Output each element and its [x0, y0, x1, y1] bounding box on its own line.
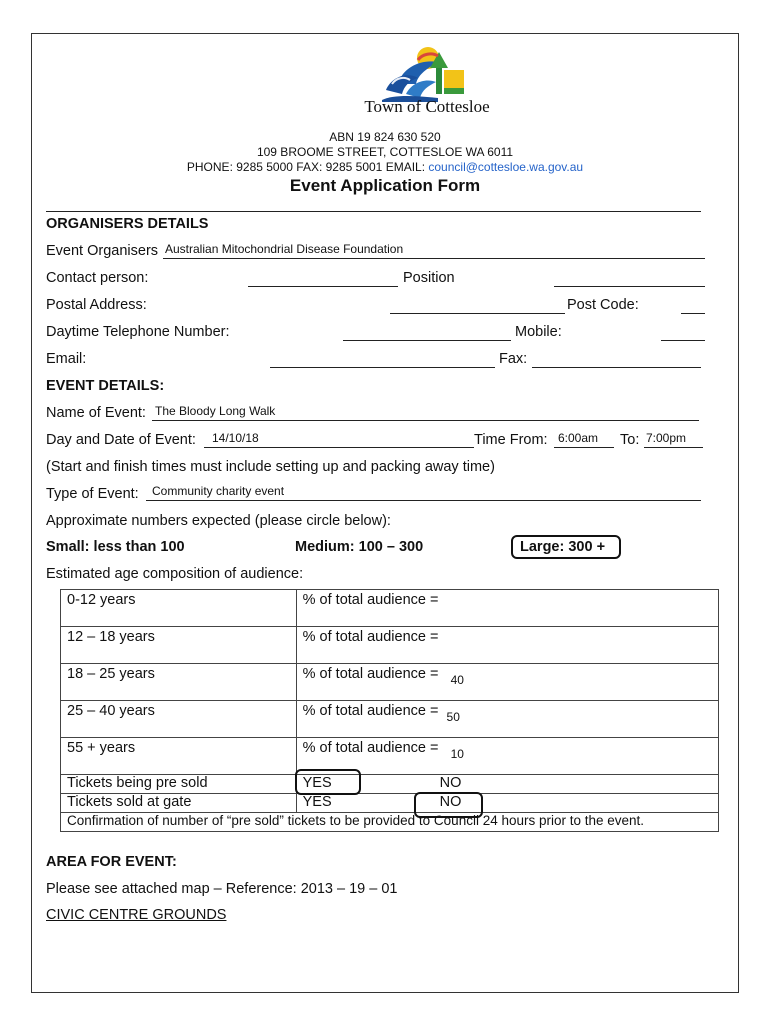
org-name: Town of Cottesloe — [364, 97, 490, 116]
event-type-value[interactable]: Community charity event — [152, 484, 285, 498]
age-composition-label: Estimated age composition of audience: — [46, 566, 304, 582]
event-type-label: Type of Event: — [46, 486, 139, 502]
percent-label: % of total audience = — [302, 592, 439, 608]
gate-no-circle-mark — [414, 792, 483, 818]
table-row — [61, 627, 719, 664]
percent-cell[interactable] — [296, 664, 718, 701]
table-row — [61, 775, 719, 794]
table-row — [61, 794, 719, 813]
time-to-underline — [644, 447, 703, 448]
time-from-value[interactable]: 6:00am — [558, 431, 599, 445]
event-date-underline — [204, 447, 474, 448]
presold-yes-option[interactable]: YES — [302, 775, 332, 791]
daytime-phone-label: Daytime Telephone Number: — [46, 324, 230, 340]
time-to-label: To: — [620, 432, 640, 448]
mobile-label: Mobile: — [515, 324, 562, 340]
percent-value: 40 — [450, 673, 464, 687]
town-of-cottesloe-logo — [378, 44, 470, 102]
tickets-gate-label: Tickets sold at gate — [61, 794, 297, 813]
presold-no-option[interactable]: NO — [439, 775, 462, 791]
percent-cell[interactable] — [296, 590, 718, 627]
form-title: Event Application Form — [289, 176, 481, 195]
title-divider — [46, 211, 701, 212]
percent-value: 10 — [450, 747, 464, 761]
council-email-link[interactable]: council@cottesloe.wa.gov.au — [428, 160, 584, 174]
percent-cell[interactable] — [296, 701, 718, 738]
postal-address-label: Postal Address: — [46, 297, 147, 313]
table-row — [61, 813, 719, 832]
age-composition-table — [60, 589, 719, 832]
gate-no-option[interactable]: NO — [439, 794, 462, 810]
event-organisers-underline — [163, 258, 705, 259]
percent-label: % of total audience = — [302, 666, 439, 682]
event-type-underline — [146, 500, 701, 501]
event-name-underline — [152, 420, 699, 421]
percent-cell[interactable] — [296, 627, 718, 664]
age-range-cell: 12 – 18 years — [61, 627, 297, 664]
position-field[interactable] — [554, 286, 705, 287]
time-from-label: Time From: — [474, 432, 548, 448]
age-range-cell: 18 – 25 years — [61, 664, 297, 701]
event-organisers-value[interactable]: Australian Mitochondrial Disease Foundation — [165, 242, 404, 256]
age-range-cell: 25 – 40 years — [61, 701, 297, 738]
email-field[interactable] — [270, 367, 495, 368]
table-row — [61, 701, 719, 738]
mobile-field[interactable] — [661, 340, 705, 341]
age-range-cell: 0-12 years — [61, 590, 297, 627]
time-from-underline — [554, 447, 614, 448]
presold-yes-circle-mark — [295, 769, 361, 795]
email-label: Email: — [46, 351, 87, 367]
table-row — [61, 738, 719, 775]
contact-person-field[interactable] — [248, 286, 398, 287]
fax-field[interactable] — [532, 367, 701, 368]
organisers-heading: ORGANISERS DETAILS — [46, 216, 209, 232]
area-heading: AREA FOR EVENT: — [46, 854, 177, 870]
tickets-presold-label: Tickets being pre sold — [61, 775, 297, 794]
contact-person-label: Contact person: — [46, 270, 149, 286]
address-line: 109 BROOME STREET, COTTESLOE WA 6011 — [256, 145, 514, 159]
age-range-cell: 55 + years — [61, 738, 297, 775]
size-large-circle-mark — [511, 535, 621, 559]
event-name-label: Name of Event: — [46, 405, 146, 421]
percent-cell[interactable] — [296, 738, 718, 775]
post-code-label: Post Code: — [567, 297, 639, 313]
table-row — [61, 664, 719, 701]
table-row — [61, 590, 719, 627]
percent-label: % of total audience = — [302, 629, 439, 645]
size-small[interactable]: Small: less than 100 — [46, 539, 185, 555]
gate-yes-option[interactable]: YES — [302, 794, 332, 810]
postal-address-field[interactable] — [390, 313, 565, 314]
event-details-heading: EVENT DETAILS: — [46, 378, 165, 394]
abn-line: ABN 19 824 630 520 — [329, 130, 441, 144]
event-date-value[interactable]: 14/10/18 — [212, 431, 259, 445]
event-date-label: Day and Date of Event: — [46, 432, 196, 448]
event-organisers-label: Event Organisers — [46, 243, 159, 259]
times-note: (Start and finish times must include setting up and packing away time) — [46, 459, 495, 475]
daytime-phone-field[interactable] — [343, 340, 511, 341]
percent-value: 50 — [446, 710, 460, 724]
time-to-value[interactable]: 7:00pm — [646, 431, 687, 445]
post-code-field[interactable] — [681, 313, 705, 314]
confirmation-note: Confirmation of number of “pre sold” tickets to be provided to Council 24 hours prior to the event. — [61, 813, 719, 832]
position-label: Position — [403, 270, 455, 286]
numbers-label: Approximate numbers expected (please circle below): — [46, 513, 391, 529]
size-large[interactable]: Large: 300 + — [520, 539, 606, 555]
map-reference-note: Please see attached map – Reference: 2013 – 19 – 01 — [46, 881, 398, 897]
contact-line — [0, 160, 770, 174]
percent-label: % of total audience = — [302, 703, 439, 719]
event-location: CIVIC CENTRE GROUNDS — [46, 907, 227, 923]
fax-label: Fax: — [499, 351, 528, 367]
event-name-value[interactable]: The Bloody Long Walk — [155, 404, 276, 418]
percent-label: % of total audience = — [302, 740, 439, 756]
contact-prefix: PHONE: 9285 5000 FAX: 9285 5001 EMAIL: — [186, 160, 429, 174]
size-medium[interactable]: Medium: 100 – 300 — [295, 539, 424, 555]
